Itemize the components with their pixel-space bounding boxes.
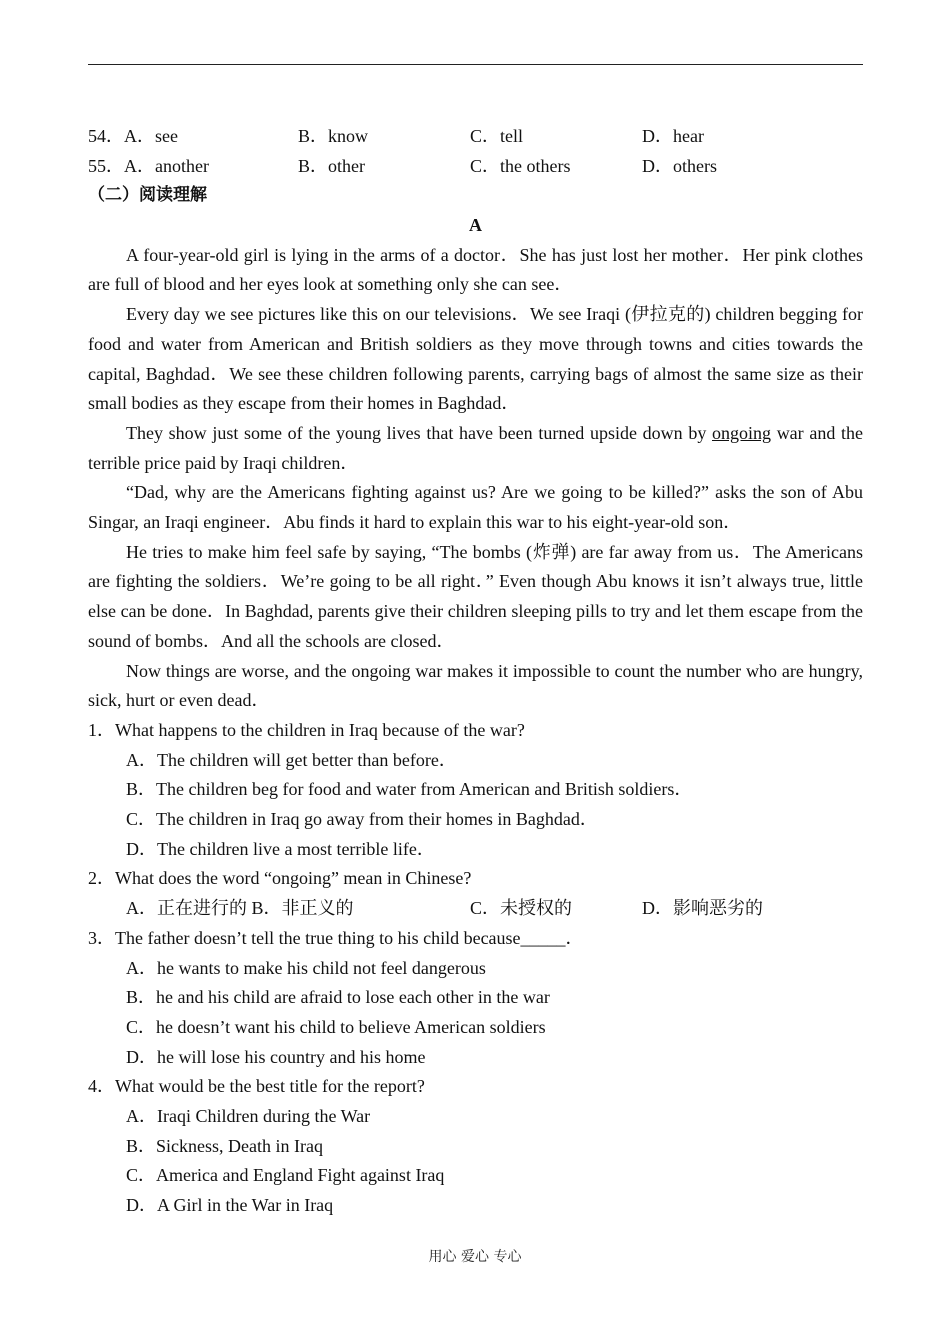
question-3-option-a: A．he wants to make his child not feel dangerous: [126, 957, 486, 978]
paragraph-5-text: He tries to make him feel safe by saying, “The bombs (炸弹) are far away from us．The Americans are fighting the soldiers．We’re going to be all right．” Even though Abu knows it isn’t always true, little else can be done．In Baghdad, parents give their children sleeping pills to try and let them escape from the sound of bombs．And all the schools are closed．: [88, 541, 863, 651]
q55-number: 55．: [88, 155, 124, 176]
paragraph-3: [88, 419, 863, 478]
q54-a-text: A．see: [124, 126, 178, 146]
header-rule: [88, 64, 863, 65]
question-4-stem: 4．What would be the best title for the report?: [88, 1076, 425, 1097]
paragraph-4-text: “Dad, why are the Americans fighting against us? Are we going to be killed?” asks the son of Abu Singar, an Iraqi engineer．Abu finds it hard to explain this war to his eight-year-old son．: [88, 482, 863, 533]
question-4-option-b: B．Sickness, Death in Iraq: [126, 1135, 323, 1156]
paragraph-6-text: Now things are worse, and the ongoing war makes it impossible to count the number who are hungry, sick, hurt or even dead．: [88, 660, 863, 711]
paragraph-3-text-a: They show just some of the young lives that have been turned upside down by: [126, 422, 712, 443]
underlined-word: ongoing: [712, 422, 772, 443]
question-2-option-d: D．影响恶劣的: [642, 898, 763, 919]
paragraph-3-text-b: war and the terrible price paid by Iraqi children．: [88, 422, 863, 473]
question-3-option-d: D．he will lose his country and his home: [126, 1046, 426, 1067]
question-1-option-b: B．The children beg for food and water from American and British soldiers．: [126, 779, 693, 800]
paragraph-6: [88, 657, 863, 716]
question-4-option-c: C．America and England Fight against Iraq: [126, 1165, 445, 1186]
question-3-option-c: C．he doesn’t want his child to believe American soldiers: [126, 1016, 546, 1037]
q54-option-b: B．know: [298, 126, 369, 146]
question-1-option-d: D．The children live a most terrible life．: [126, 838, 435, 859]
question-3-stem: 3．The father doesn’t tell the true thing to his child because_____．: [88, 927, 584, 948]
paragraph-2-text: Every day we see pictures like this on our televisions．We see Iraqi (伊拉克的) children begging for food and water from American and British soldiers as they move through towns and cities towards the capital, Baghdad．We see these children following parents, carrying bags of almost the same size as their small bodies as they escape from their homes in Baghdad．: [88, 304, 863, 414]
question-4-option-a: A．Iraqi Children during the War: [126, 1105, 371, 1126]
q55-option-c: C．the others: [470, 155, 571, 176]
paragraph-2: [88, 300, 863, 419]
passage-title: A: [469, 215, 482, 236]
question-2-option-c: C．未授权的: [470, 898, 573, 919]
q54-option-d: D．hear: [642, 126, 704, 146]
q55-option-a: [88, 152, 209, 182]
question-1-stem: 1．What happens to the children in Iraq because of the war?: [88, 720, 525, 740]
question-4-option-d: D．A Girl in the War in Iraq: [126, 1195, 334, 1215]
question-55-options: [88, 152, 863, 182]
question-1-option-a: A．The children will get better than before．: [126, 749, 457, 770]
question-1-option-c: C．The children in Iraq go away from their homes in Baghdad．: [126, 809, 598, 830]
q54-option-c: C．tell: [470, 126, 523, 146]
section-heading: （二）阅读理解: [88, 185, 207, 206]
q55-option-d: D．others: [642, 155, 717, 176]
paragraph-1-text: A four-year-old girl is lying in the arms of a doctor．She has just lost her mother．Her pink clothes are full of blood and her eyes look at something only she can see．: [88, 244, 863, 295]
paragraph-5: [88, 538, 863, 657]
q55-a-text: A．another: [124, 155, 209, 176]
document-body: [88, 122, 863, 1221]
question-2-stem: 2．What does the word “ongoing” mean in Chinese?: [88, 868, 472, 889]
question-2-option-ab: A．正在进行的 B．非正义的: [126, 898, 354, 919]
question-3-option-b: B．he and his child are afraid to lose each other in the war: [126, 987, 550, 1008]
paragraph-1: [88, 241, 863, 300]
q54-number: 54．: [88, 126, 124, 146]
q55-option-b: B．other: [298, 155, 365, 176]
question-54-options: [88, 122, 863, 152]
paragraph-4: [88, 478, 863, 537]
page-footer: 用心 爱心 专心: [428, 1249, 522, 1265]
question-2-options: [88, 894, 863, 924]
q54-option-a: [88, 122, 178, 152]
